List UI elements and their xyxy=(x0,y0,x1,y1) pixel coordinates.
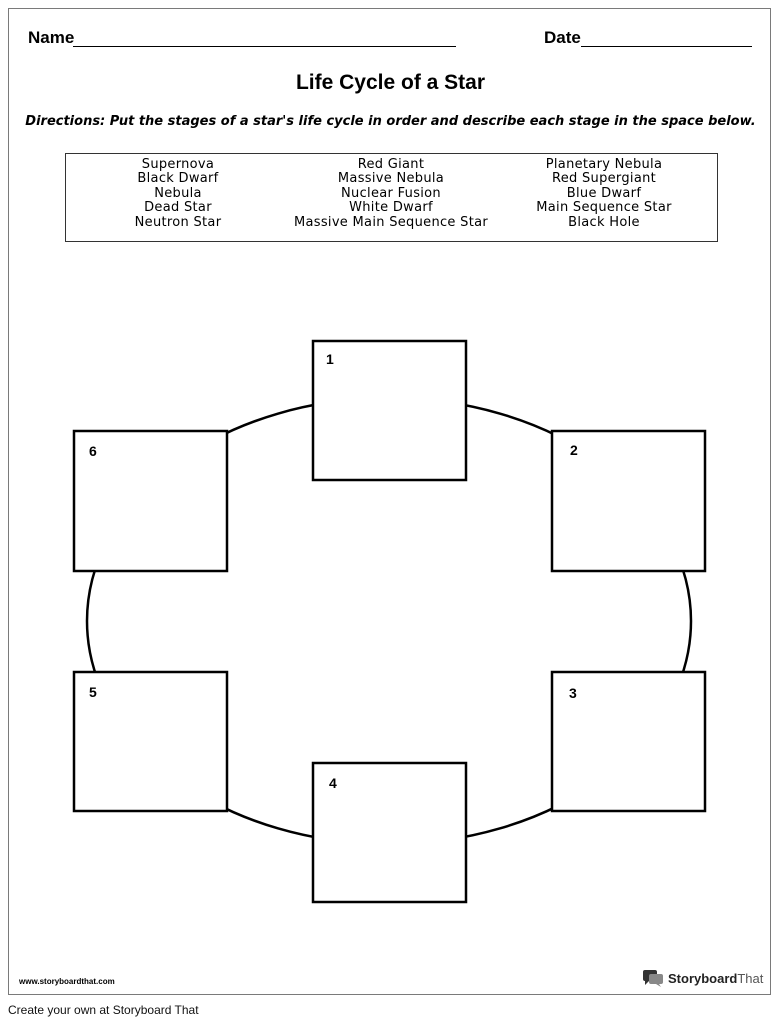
stage-number-4: 4 xyxy=(329,775,337,791)
stage-box-1[interactable] xyxy=(313,341,466,480)
word-bank-term: Nuclear Fusion xyxy=(341,185,441,201)
word-bank-term: White Dwarf xyxy=(349,200,433,216)
word-bank-term: Red Giant xyxy=(357,157,425,172)
word-bank-term: Blue Dwarf xyxy=(566,185,642,201)
stage-number-5: 5 xyxy=(89,684,97,700)
footer-url: www.storyboardthat.com xyxy=(19,977,115,986)
word-bank-term: Black Hole xyxy=(568,214,640,230)
date-label: Date xyxy=(544,28,581,47)
word-bank-term: Massive Main Sequence Star xyxy=(293,214,489,230)
word-bank-term: Neutron Star xyxy=(134,214,222,230)
stage-number-1: 1 xyxy=(326,351,334,367)
word-bank-term: Main Sequence Star xyxy=(536,200,672,216)
word-bank-term: Massive Nebula xyxy=(337,171,445,187)
word-bank-term: Planetary Nebula xyxy=(545,157,663,172)
stage-number-6: 6 xyxy=(89,443,97,459)
directions-text: Directions: Put the stages of a star's life cycle in order and describe each stage in the space below. xyxy=(25,114,756,129)
storyboardthat-logo xyxy=(642,969,763,987)
word-bank-term: Dead Star xyxy=(144,200,212,216)
name-label: Name xyxy=(28,28,75,47)
word-bank-term: Supernova xyxy=(141,157,215,172)
speech-bubble-icon xyxy=(642,969,664,987)
word-bank-term: Nebula xyxy=(154,185,202,201)
create-your-own-link[interactable]: Create your own at Storyboard That xyxy=(8,1003,199,1017)
stage-number-2: 2 xyxy=(570,442,578,458)
stage-number-3: 3 xyxy=(569,685,577,701)
worksheet-title: Life Cycle of a Star xyxy=(295,71,486,94)
word-bank-term: Black Dwarf xyxy=(137,171,219,187)
word-bank-term: Red Supergiant xyxy=(551,171,657,187)
brand-name: StoryboardThat xyxy=(668,970,764,986)
